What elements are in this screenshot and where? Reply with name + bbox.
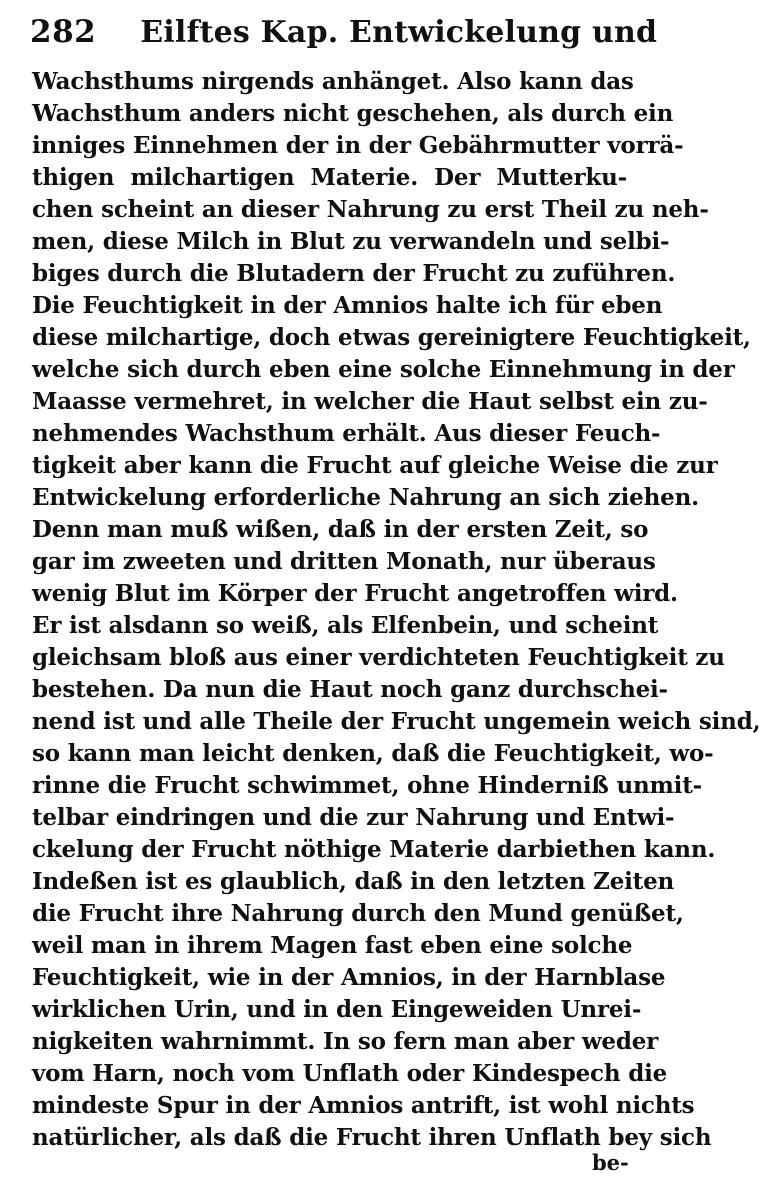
text-line: Er ist alsdann so weiß, als Elfenbein, und scheint bbox=[32, 612, 659, 639]
text-line: Wachsthum anders nicht geschehen, als durch ein bbox=[32, 100, 674, 127]
page-number: 282 bbox=[30, 14, 97, 50]
text-line: telbar eindringen und die zur Nahrung und Entwi- bbox=[32, 804, 675, 831]
text-line: thigen milchartigen Materie. Der Mutterku- bbox=[32, 164, 627, 191]
text-line: Entwickelung erforderliche Nahrung an sich ziehen. bbox=[32, 484, 699, 511]
text-line: wirklichen Urin, und in den Eingeweiden Unrei- bbox=[32, 996, 642, 1023]
text-line: Wachsthums nirgends anhänget. Also kann das bbox=[32, 68, 634, 95]
text-line: men, diese Milch in Blut zu verwandeln und selbi- bbox=[32, 228, 670, 255]
text-line: natürlicher, als daß die Frucht ihren Unflath bey sich bbox=[32, 1124, 712, 1151]
text-line: Die Feuchtigkeit in der Amnios halte ich für eben bbox=[32, 292, 663, 319]
text-line: nend ist und alle Theile der Frucht ungemein weich sind, bbox=[32, 708, 760, 735]
text-line: so kann man leicht denken, daß die Feuchtigkeit, wo- bbox=[32, 740, 714, 767]
body-text bbox=[32, 66, 760, 1154]
text-line: diese milchartige, doch etwas gereinigtere Feuchtigkeit, bbox=[32, 324, 751, 351]
text-line: welche sich durch eben eine solche Einnehmung in der bbox=[32, 356, 735, 383]
text-line: inniges Einnehmen der in der Gebährmutter vorrä- bbox=[32, 132, 684, 159]
text-line: chen scheint an dieser Nahrung zu erst Theil zu neh- bbox=[32, 196, 709, 223]
text-line: mindeste Spur in der Amnios antrift, ist wohl nichts bbox=[32, 1092, 695, 1119]
text-line: Indeßen ist es glaublich, daß in den letzten Zeiten bbox=[32, 868, 675, 895]
running-head bbox=[30, 10, 658, 54]
text-line: Denn man muß wißen, daß in der ersten Zeit, so bbox=[32, 516, 649, 543]
text-line: vom Harn, noch vom Unflath oder Kindespech die bbox=[32, 1060, 668, 1087]
text-line: bestehen. Da nun die Haut noch ganz durchschei- bbox=[32, 676, 668, 703]
text-line: biges durch die Blutadern der Frucht zu zuführen. bbox=[32, 260, 676, 287]
text-line: Feuchtigkeit, wie in der Amnios, in der Harnblase bbox=[32, 964, 666, 991]
text-line: weil man in ihrem Magen fast eben eine solche bbox=[32, 932, 633, 959]
text-line: rinne die Frucht schwimmet, ohne Hinderniß unmit- bbox=[32, 772, 702, 799]
text-line: die Frucht ihre Nahrung durch den Mund genüßet, bbox=[32, 900, 684, 927]
text-line: gleichsam bloß aus einer verdichteten Feuchtigkeit zu bbox=[32, 644, 725, 671]
text-line: tigkeit aber kann die Frucht auf gleiche Weise die zur bbox=[32, 452, 718, 479]
text-line: nigkeiten wahrnimmt. In so fern man aber weder bbox=[32, 1028, 659, 1055]
text-line: gar im zweeten und dritten Monath, nur überaus bbox=[32, 548, 656, 575]
text-line: nehmendes Wachsthum erhält. Aus dieser Feuch- bbox=[32, 420, 661, 447]
text-line: wenig Blut im Körper der Frucht angetroffen wird. bbox=[32, 580, 678, 607]
catchword: be- bbox=[592, 1150, 629, 1175]
text-line: ckelung der Frucht nöthige Materie darbiethen kann. bbox=[32, 836, 716, 863]
text-line: Maasse vermehret, in welcher die Haut selbst ein zu- bbox=[32, 388, 708, 415]
chapter-title: Eilftes Kap. Entwickelung und bbox=[140, 15, 658, 50]
